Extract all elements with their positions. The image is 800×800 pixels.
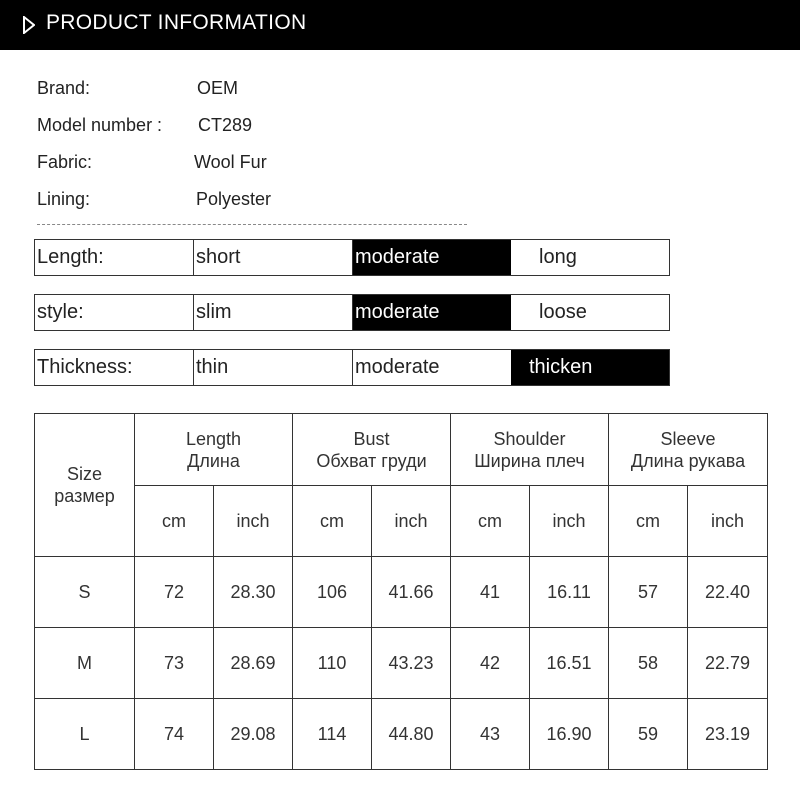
table-cell: 41.66 [372, 557, 451, 628]
table-cell: 44.80 [372, 699, 451, 770]
info-label: Lining: [37, 189, 91, 209]
table-cell: 114 [293, 699, 372, 770]
table-cell: 23.19 [688, 699, 768, 770]
unit-cell: cm [609, 486, 688, 557]
table-cell: 43.23 [372, 628, 451, 699]
group-header-en: Length [185, 428, 242, 449]
table-row [35, 557, 768, 628]
table-header-row [35, 414, 768, 486]
attribute-label: style: [37, 301, 84, 323]
table-units-row [35, 486, 768, 557]
table-cell: 16.90 [530, 699, 609, 770]
info-label: Brand: [37, 78, 91, 98]
table-cell: 58 [609, 628, 688, 699]
unit-cell: cm [135, 486, 214, 557]
table-cell: 42 [451, 628, 530, 699]
table-cell: 73 [135, 628, 214, 699]
table-cell: 57 [609, 557, 688, 628]
table-cell: 22.40 [688, 557, 768, 628]
info-label: Fabric: [37, 152, 93, 172]
table-cell: 28.30 [214, 557, 293, 628]
size-header-ru: размер [54, 486, 115, 506]
table-cell: 106 [293, 557, 372, 628]
attribute-option: thin [193, 350, 352, 385]
attribute-option: slim [193, 295, 352, 330]
unit-cell: inch [214, 486, 293, 557]
attribute-label: Length: [37, 246, 104, 268]
table-cell: 28.69 [214, 628, 293, 699]
size-header-cell [35, 414, 135, 557]
unit-cell: cm [451, 486, 530, 557]
table-cell: 16.51 [530, 628, 609, 699]
size-chart-table [34, 413, 768, 770]
attribute-option: moderate [352, 350, 511, 385]
size-cell: M [35, 628, 135, 699]
table-cell: 29.08 [214, 699, 293, 770]
group-header-shoulder [451, 414, 609, 486]
table-cell: 22.79 [688, 628, 768, 699]
table-cell: 43 [451, 699, 530, 770]
play-triangle-icon [23, 16, 35, 34]
attribute-option-selected: moderate [352, 240, 511, 275]
attribute-style [34, 294, 670, 331]
size-cell: S [35, 557, 135, 628]
unit-cell: inch [372, 486, 451, 557]
size-header-en: Size [66, 464, 102, 484]
group-header-en: Bust [353, 428, 390, 449]
page-title: PRODUCT INFORMATION [46, 11, 307, 34]
group-header-sleeve [609, 414, 768, 486]
group-header-length [135, 414, 293, 486]
group-header-en: Sleeve [660, 428, 716, 449]
attribute-option-selected: moderate [352, 295, 511, 330]
size-cell: L [35, 699, 135, 770]
attribute-length [34, 239, 670, 276]
unit-cell: inch [688, 486, 768, 557]
table-cell: 72 [135, 557, 214, 628]
attribute-label: Thickness: [37, 356, 133, 378]
unit-cell: cm [293, 486, 372, 557]
table-row [35, 699, 768, 770]
divider [37, 224, 467, 225]
header-bar [0, 0, 800, 50]
table-cell: 41 [451, 557, 530, 628]
group-header-bust [293, 414, 451, 486]
attribute-thickness [34, 349, 670, 386]
attribute-option: short [193, 240, 352, 275]
info-value: Polyester [196, 189, 272, 209]
table-cell: 16.11 [530, 557, 609, 628]
table-row [35, 628, 768, 699]
group-header-ru: Обхват груди [316, 450, 427, 471]
unit-cell: inch [530, 486, 609, 557]
attribute-option: loose [539, 301, 587, 323]
group-header-en: Shoulder [493, 428, 566, 449]
info-value: CT289 [198, 115, 253, 135]
group-header-ru: Длина рукава [630, 450, 746, 471]
table-cell: 74 [135, 699, 214, 770]
info-value: OEM [197, 78, 239, 98]
attribute-option-selected: thicken [511, 350, 669, 385]
info-value: Wool Fur [194, 152, 267, 172]
attribute-option: long [539, 246, 577, 268]
group-header-ru: Ширина плеч [474, 450, 585, 471]
info-label: Model number : [37, 115, 163, 135]
group-header-ru: Длина [187, 450, 240, 471]
table-cell: 110 [293, 628, 372, 699]
table-cell: 59 [609, 699, 688, 770]
